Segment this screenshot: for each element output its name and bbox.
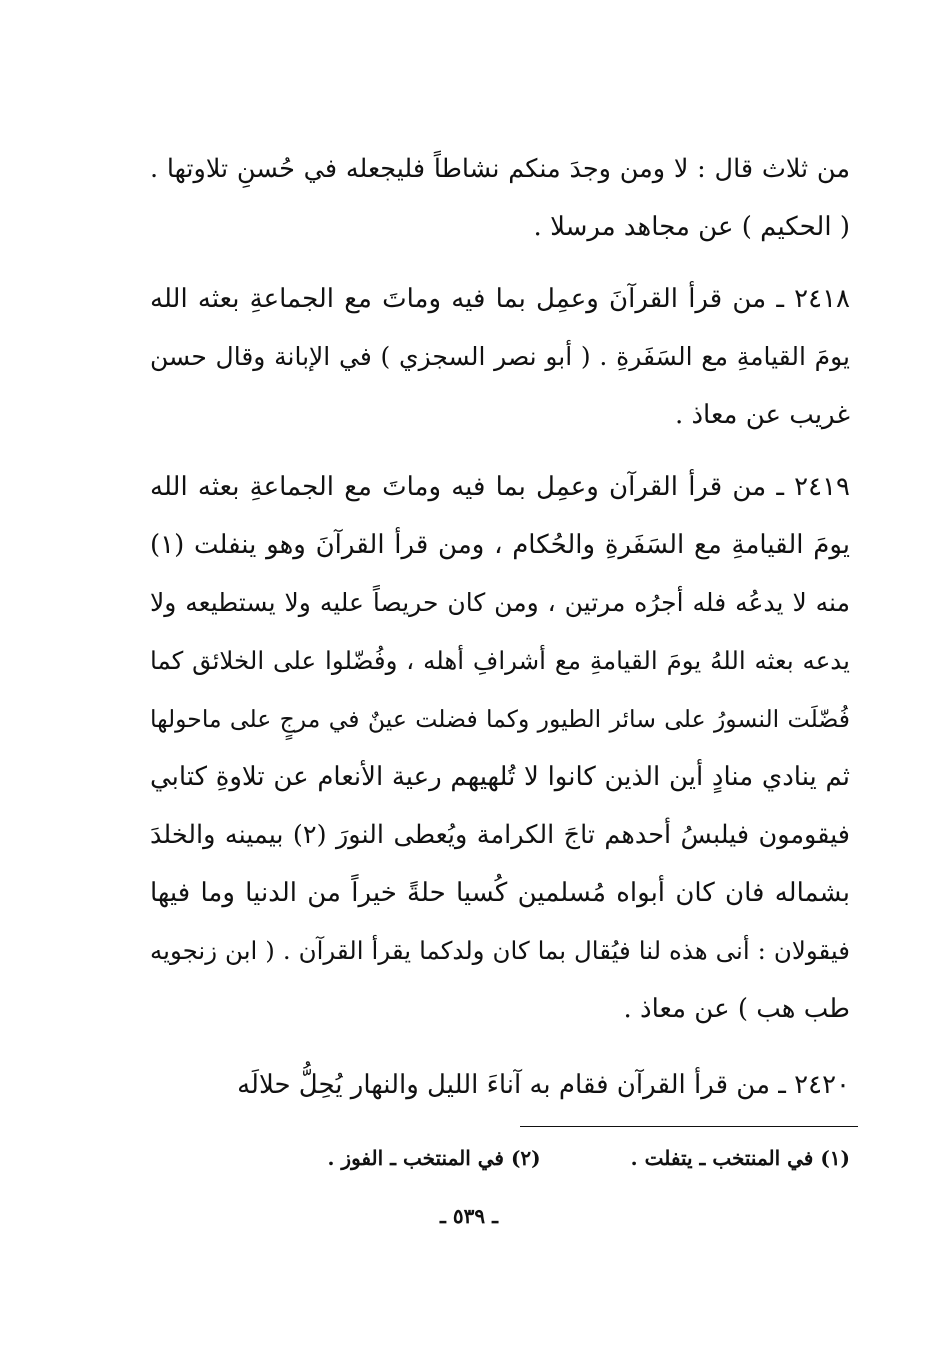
- text-line: يومَ القيامةِ مع السَفَرةِ . ( أبو نصر السجزي ) في الإبانة وقال حسن: [150, 342, 850, 371]
- footnotes: [230, 1138, 850, 1178]
- text-line: يومَ القيامةِ مع السَفَرةِ والحُكام ، ومن قرأ القرآنَ وهو ينفلت (١): [150, 530, 850, 560]
- text-line: منه لا يدعُه فله أجرُه مرتين ، ومن كان حريصاً عليه ولا يستطيعه ولا: [150, 588, 850, 617]
- text-line: ٢٤١٨ ـ من قرأ القرآنَ وعمِل بما فيه وماتَ مع الجماعةِ بعثه الله: [150, 284, 850, 314]
- footnote-2: (٢) في المنتخب ـ الفوز .: [327, 1146, 541, 1170]
- text-line: ( الحكيم ) عن مجاهد مرسلا .: [533, 212, 850, 242]
- text-line: بشماله فان كان أبواه مُسلمين كُسيا حلةً خيراً من الدنيا وما فيها: [150, 878, 850, 908]
- text-line: فيقولان : أنى هذه لنا فيُقال بما كان ولدكما يقرأ القرآن . ( ابن زنجويه: [150, 936, 850, 965]
- text-line: من ثلاث قال : لا ومن وجدَ منكم نشاطاً فليجعله في حُسنِ تلاوتها .: [150, 154, 850, 184]
- paragraph-hadith-2418: [150, 270, 850, 444]
- text-line: فيقومون فيلبسُ أحدهم تاجَ الكرامة ويُعطى النورَ (٢) بيمينه والخلدَ: [150, 820, 850, 850]
- text-line: يدعه بعثه اللهُ يومَ القيامةِ مع أشرافِ أهله ، وفُضّلوا على الخلائق كما: [150, 646, 850, 675]
- text-line: فُضّلَت النسورُ على سائر الطيور وكما فضلت عينٌ في مرجٍ على ماحولها: [150, 705, 850, 733]
- text-line: ٢٤٢٠ ـ من قرأ القرآن فقام به آناءَ الليل والنهار يُحِلُّ حلالَه: [237, 1070, 850, 1100]
- paragraph-hadith-2420: [150, 1056, 850, 1114]
- paragraph-hadith-continuation: [150, 140, 850, 256]
- paragraph-hadith-2419: [150, 458, 850, 1038]
- footnote-divider: [520, 1126, 858, 1127]
- text-line: ثم ينادي منادٍ أين الذين كانوا لا تُلهيهم رعية الأنعام عن تلاوةِ كتابي: [150, 762, 850, 792]
- text-line: ٢٤١٩ ـ من قرأ القرآن وعمِل بما فيه وماتَ مع الجماعةِ بعثه الله: [150, 472, 850, 502]
- text-line: غريب عن معاذ .: [674, 400, 850, 430]
- text-line: طب هب ) عن معاذ .: [623, 994, 850, 1024]
- page-number: ـ ٥٣٩ ـ: [440, 1204, 498, 1228]
- footnote-1: (١) في المنتخب ـ يتفلت .: [630, 1146, 850, 1170]
